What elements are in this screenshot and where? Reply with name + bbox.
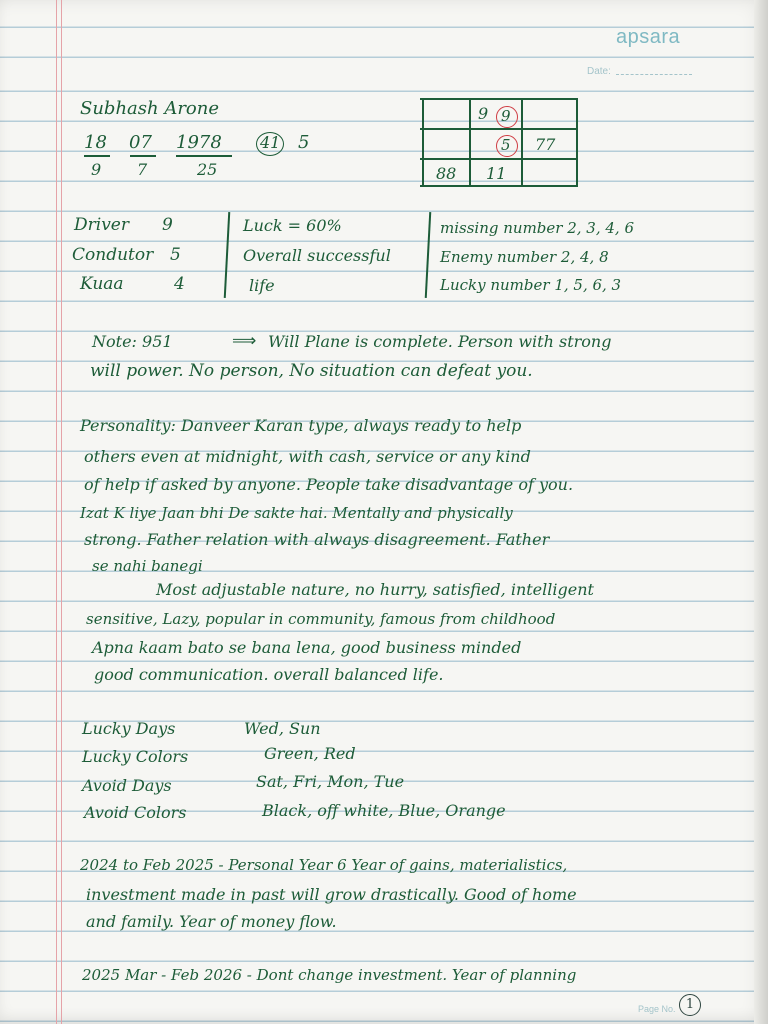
note-prefix: Note: 951 — [92, 332, 173, 351]
personality-line: good communication. overall balanced life. — [94, 665, 444, 684]
grid-cell: 77 — [535, 135, 556, 154]
grid-line — [521, 98, 523, 186]
fraction-bar — [176, 155, 232, 157]
grid-line — [422, 98, 424, 186]
margin-line — [61, 0, 62, 1024]
dob-month-sum: 7 — [137, 160, 148, 179]
dob-total: 41 — [260, 133, 281, 152]
personality-line: Apna kaam bato se bana lena, good business minded — [92, 638, 522, 657]
person-name: Subhash Arone — [80, 98, 220, 119]
dob-year: 1978 — [176, 132, 222, 153]
personality-line: others even at midnight, with cash, service or any kind — [84, 447, 531, 466]
personality-line: Personality: Danveer Karan type, always ready to help — [80, 416, 522, 435]
dob-year-sum: 25 — [197, 160, 218, 179]
lucky-numbers: Lucky number 1, 5, 6, 3 — [440, 276, 622, 294]
note-line: will power. No person, No situation can defeat you. — [90, 361, 533, 381]
lucky-days-value: Wed, Sun — [244, 719, 321, 738]
dob-reduced: 5 — [298, 132, 310, 153]
forecast-2025-line: 2025 Mar - Feb 2026 - Dont change investment. Year of planning — [82, 966, 577, 984]
personality-line: of help if asked by anyone. People take disadvantage of you. — [84, 475, 574, 494]
grid-cell: 9 — [478, 104, 489, 123]
avoid-colors-value: Black, off white, Blue, Orange — [262, 801, 506, 820]
lucky-colors-label: Lucky Colors — [82, 747, 189, 766]
forecast-2024-line: and family. Year of money flow. — [86, 912, 337, 931]
grid-cell: 9 — [501, 107, 511, 125]
lucky-colors-value: Green, Red — [264, 744, 356, 763]
kua-label: Kuaa — [80, 274, 124, 294]
enemy-numbers: Enemy number 2, 4, 8 — [440, 248, 609, 266]
personality-line: se nahi banegi — [92, 557, 203, 575]
page-no-value: 1 — [679, 994, 701, 1016]
conductor-label: Condutor — [72, 245, 154, 265]
luck-line: life — [249, 276, 275, 295]
conductor-value: 5 — [170, 245, 181, 265]
luck-percentage: Luck = 60% — [243, 216, 342, 235]
divider-line — [224, 212, 230, 298]
grid-line — [420, 98, 578, 100]
personality-line: strong. Father relation with always disagreement. Father — [84, 530, 550, 549]
avoid-days-value: Sat, Fri, Mon, Tue — [256, 772, 405, 791]
arrow-icon: ⟹ — [232, 331, 257, 351]
date-label: Date: — [587, 66, 611, 77]
personality-line: Most adjustable nature, no hurry, satisfied, intelligent — [156, 580, 594, 599]
grid-line — [420, 128, 578, 130]
grid-line — [469, 98, 471, 186]
dob-month: 07 — [129, 132, 152, 153]
page-no-label: Page No. — [638, 1004, 676, 1014]
grid-line — [576, 98, 578, 186]
forecast-2024-line: 2024 to Feb 2025 - Personal Year 6 Year of gains, materialistics, — [80, 856, 568, 874]
driver-value: 9 — [162, 215, 173, 235]
grid-cell: 5 — [501, 136, 511, 154]
fraction-bar — [130, 155, 156, 157]
grid-line — [420, 158, 578, 160]
luck-line: Overall successful — [243, 246, 391, 265]
divider-line — [425, 212, 431, 298]
grid-cell: 11 — [486, 164, 507, 183]
grid-cell: 88 — [436, 164, 457, 183]
personality-line: Izat K liye Jaan bhi De sakte hai. Mentally and physically — [80, 504, 513, 522]
brand-logo: apsara — [616, 26, 681, 48]
page-edge — [754, 0, 768, 1024]
avoid-days-label: Avoid Days — [82, 776, 172, 795]
avoid-colors-label: Avoid Colors — [84, 803, 187, 822]
grid-line — [420, 185, 578, 187]
note-text: Will Plane is complete. Person with strong — [268, 332, 612, 351]
dob-day-sum: 9 — [91, 160, 102, 179]
personality-line: sensitive, Lazy, popular in community, famous from childhood — [86, 610, 556, 628]
dob-day: 18 — [84, 132, 107, 153]
lucky-days-label: Lucky Days — [82, 719, 176, 738]
forecast-2024-line: investment made in past will grow drastically. Good of home — [86, 885, 577, 904]
loshu-grid — [420, 98, 580, 188]
fraction-bar — [84, 155, 110, 157]
date-field-line — [616, 74, 692, 75]
margin-line — [56, 0, 57, 1024]
driver-label: Driver — [74, 215, 129, 235]
kua-value: 4 — [174, 274, 185, 294]
missing-numbers: missing number 2, 3, 4, 6 — [440, 219, 634, 237]
